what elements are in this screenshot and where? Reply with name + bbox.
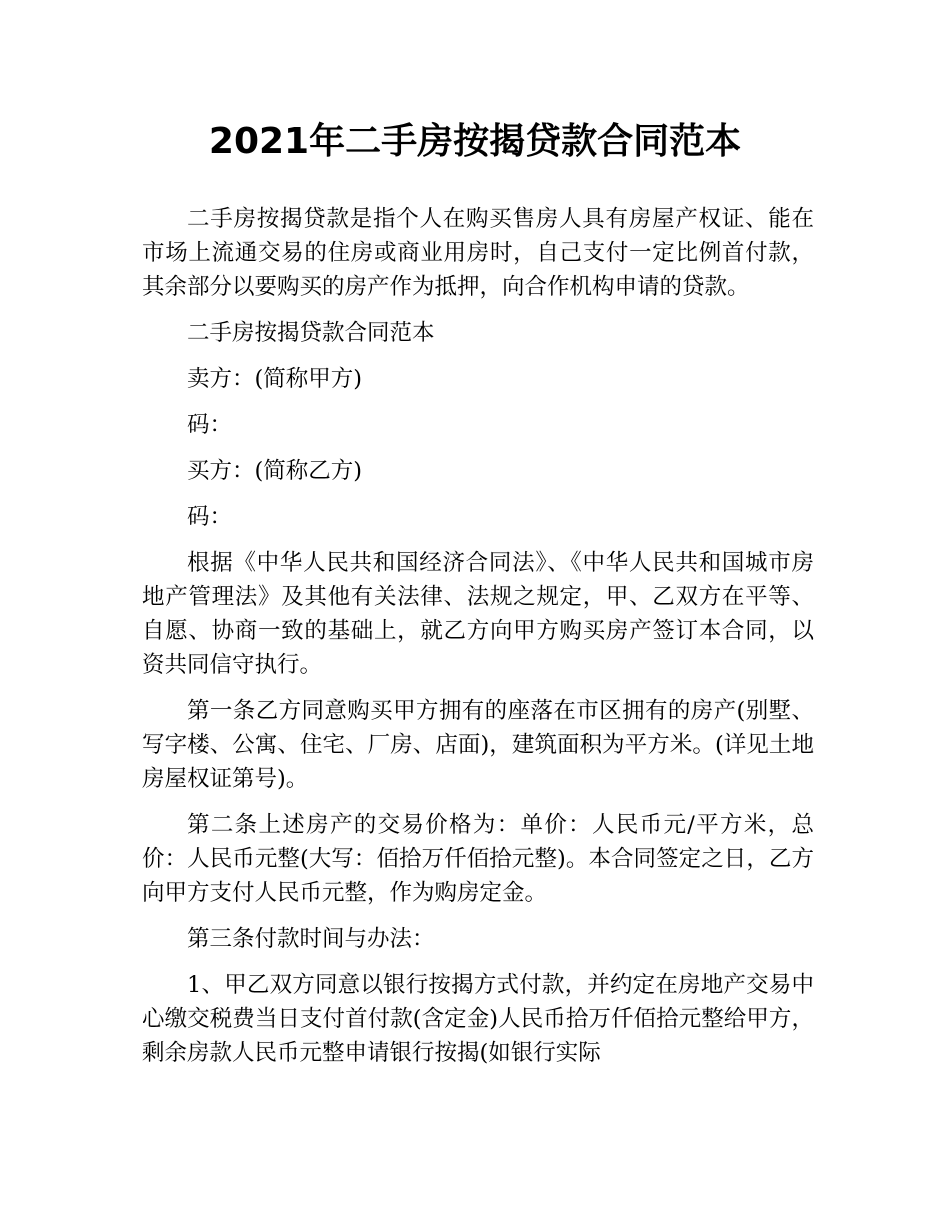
- document-title: 2021年二手房按揭贷款合同范本: [208, 121, 742, 162]
- document-body: [142, 202, 814, 1082]
- paragraph-heading: 二手房按揭贷款合同范本: [187, 320, 435, 346]
- paragraph-buyer: 买方：(简称乙方): [187, 458, 363, 484]
- paragraph-intro: 二手房按揭贷款是指个人在购买售房人具有房屋产权证、能在市场上流通交易的住房或商业用房时，自己支付一定比例首付款，其余部分以要购买的房产作为抵押，向合作机构申请的贷款。: [142, 206, 814, 300]
- paragraph-legal-basis: 根据《中华人民共和国经济合同法》、《中华人民共和国城市房地产管理法》及其他有关法律、法规之规定，甲、乙双方在平等、自愿、协商一致的基础上，就乙方向甲方购买房产签订本合同，以资共同信守执行。: [142, 550, 814, 678]
- paragraph-article-3: 第三条付款时间与办法：: [187, 926, 435, 952]
- paragraph-article-3-item-1: 1、甲乙双方同意以银行按揭方式付款，并约定在房地产交易中心缴交税费当日支付首付款(含定金)人民币拾万仟佰拾元整给甲方，剩余房款人民币元整申请银行按揭(如银行实际: [142, 972, 814, 1066]
- paragraph-buyer-code: 码：: [187, 504, 233, 530]
- paragraph-article-1: 第一条乙方同意购买甲方拥有的座落在市区拥有的房产(别墅、写字楼、公寓、住宅、厂房、店面)，建筑面积为平方米。(详见土地房屋权证第号)。: [142, 698, 814, 792]
- paragraph-seller-code: 码：: [187, 412, 233, 438]
- paragraph-seller: 卖方：(简称甲方): [187, 366, 363, 392]
- paragraph-article-2: 第二条上述房产的交易价格为：单价：人民币元/平方米，总价：人民币元整(大写：佰拾万仟佰拾元整)。本合同签定之日，乙方向甲方支付人民币元整，作为购房定金。: [142, 812, 814, 906]
